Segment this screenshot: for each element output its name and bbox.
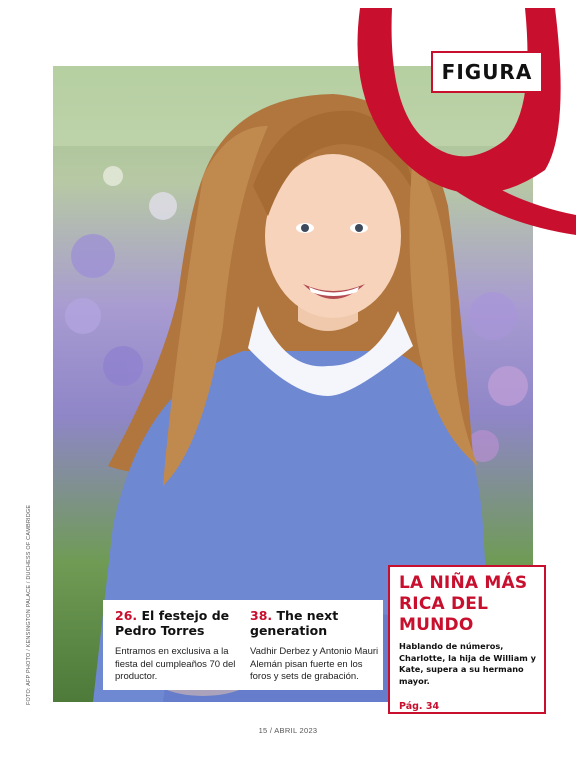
section-label: [431, 51, 543, 93]
teaser-title: El festejo de Pedro Torres: [115, 608, 230, 638]
teaser-strip: [103, 600, 383, 690]
teaser-title: The next generation: [250, 608, 339, 638]
teaser-number: 38.: [250, 608, 273, 623]
q-logo-icon: [330, 0, 576, 240]
feature-page-ref: Pág. 34: [399, 701, 440, 712]
section-label-text: FIGURA: [441, 60, 533, 84]
feature-title: LA NIÑA MÁS RICA DEL MUNDO: [399, 573, 528, 635]
teaser-item[interactable]: [250, 608, 380, 684]
teaser-number: 26.: [115, 608, 138, 623]
teaser-headline: [250, 608, 380, 638]
teaser-headline: [115, 608, 245, 638]
photo-credit: [26, 504, 40, 705]
teaser-body: Entramos en exclusiva a la fiesta del cumpleaños 70 del productor.: [115, 646, 236, 682]
page-folio: 15 / ABRIL 2023: [258, 726, 318, 735]
teaser-body: Vadhir Derbez y Antonio Mauri Alemán pisan fuerte en los foros y sets de grabación.: [250, 646, 379, 682]
feature-box[interactable]: [388, 565, 546, 714]
photo-credit-text: FOTO: AFP PHOTO / KENSINGTON PALACE / DUCHESS OF CAMBRIDGE: [26, 504, 32, 705]
feature-description: Hablando de números, Charlotte, la hija de William y Kate, supera a su hermano mayor.: [399, 641, 536, 686]
teaser-item[interactable]: [115, 608, 245, 684]
